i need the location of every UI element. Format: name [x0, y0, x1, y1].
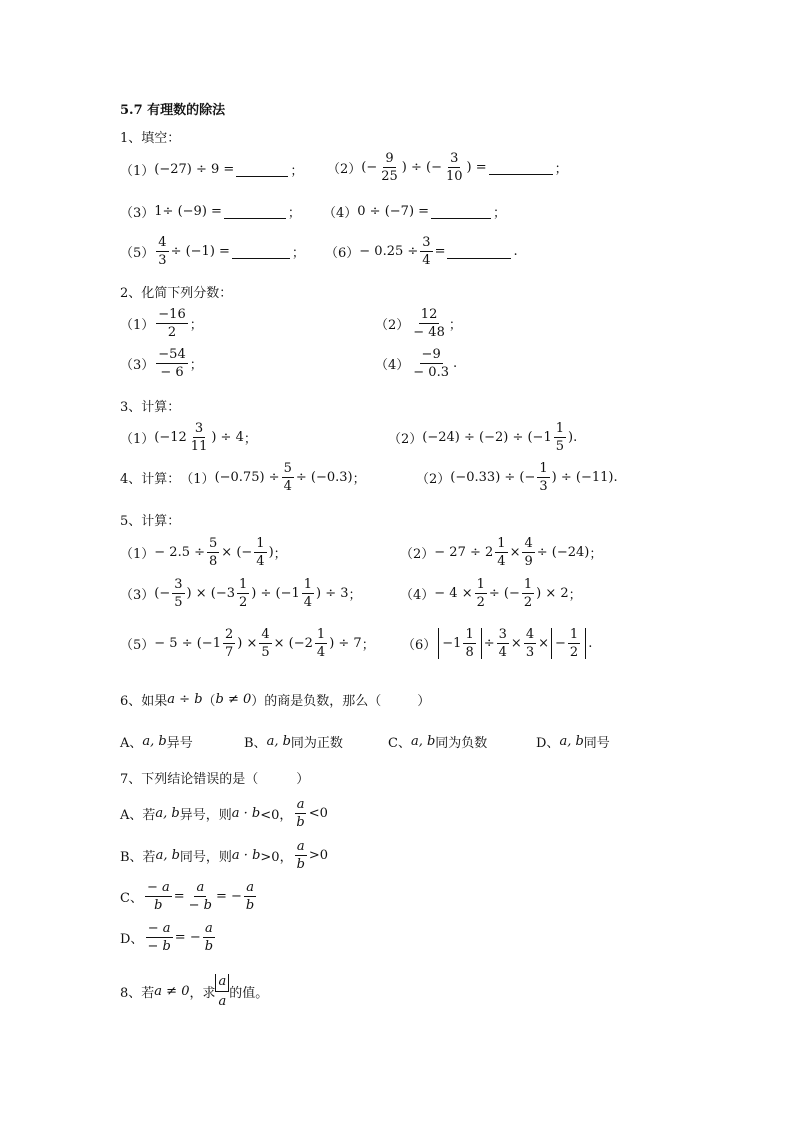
answer-blank[interactable] [489, 161, 553, 175]
answer-blank[interactable] [224, 205, 286, 219]
q5-part2: （2） − 27 ÷ 2 $\frac{1}{4}$ × $\frac{4}{9}$ ÷ (−24) ； [400, 536, 603, 569]
q6-option-b[interactable]: B、 a, b 同为正数 [244, 734, 343, 751]
q2-part4: （4） $\frac{-9}{- 0.3}$ . [375, 347, 458, 380]
answer-blank[interactable] [232, 245, 290, 259]
abs-fraction: a a [215, 974, 229, 1009]
q4-row: 4、计算： （1） (−0.75) ÷ $\frac{5}{4}$ ÷ (−0.3) ； [120, 461, 366, 494]
absolute-value: −1 $\frac{1}{8}$ [438, 628, 481, 659]
q7-option-c[interactable]: C、 $\frac{- a}{b}$ = $\frac{a}{- b}$ = − $\frac{a}{b}$ [120, 880, 255, 913]
answer-blank[interactable] [260, 771, 294, 784]
q6-question: 6、如果 a ÷ b （ b ≠ 0 ）的商是负数，那么（ ） [120, 692, 431, 709]
q1-part6: （6） − 0.25 ÷ $\frac{3}{4}$ = . [325, 235, 518, 268]
q1-part5: （5） $\frac{4}{3}$ ÷ (−1) = ； [120, 235, 305, 268]
q7-question: 7、下列结论错误的是（ ） [120, 772, 310, 787]
q3-heading: 3、计算： [120, 400, 181, 415]
q5-part6: （6） −1 $\frac{1}{8}$ ÷ $\frac{3}{4}$ × $\frac{4}{3}$ × − $\frac{1}{2}$ . [402, 627, 593, 660]
answer-blank[interactable] [236, 163, 288, 177]
q6-option-a[interactable]: A、 a, b 异号 [120, 734, 193, 751]
q6-option-c[interactable]: C、 a, b 同为负数 [388, 734, 488, 751]
q5-part5: （5） − 5 ÷ (−1 $\frac{2}{7}$ ) × $\frac{4}{5}$ × (−2 $\frac{1}{4}$ ) ÷ 7 ； [120, 627, 375, 660]
q3-part2: （2） (−24) ÷ (−2) ÷ (−1 $\frac{1}{5}$ ) . [388, 421, 578, 454]
q2-part2: （2） $\frac{12}{- 48}$ ； [375, 307, 462, 340]
q8-question: 8、若 a ≠ 0 ，求 a a 的值。 [120, 974, 269, 1009]
q5-part1: （1） − 2.5 ÷ $\frac{5}{8}$ × (− $\frac{1}{4}$ ) ； [120, 536, 287, 569]
q2-part1: （1） $\frac{-16}{2}$ ； [120, 307, 203, 340]
q3-part1: （1） (−12 $\frac{3}{11}$ ) ÷ 4 ； [120, 421, 257, 454]
q5-heading: 5、计算： [120, 514, 181, 529]
answer-blank[interactable] [383, 693, 415, 706]
q5-part4: （4） − 4 × $\frac{1}{2}$ ÷ (− $\frac{1}{2}$ ) × 2 ； [400, 577, 582, 610]
q1-part3: （3） 1÷ (−9) = ； [120, 204, 301, 221]
answer-blank[interactable] [447, 245, 511, 259]
q1-part4: （4） 0 ÷ (−7) = ； [323, 204, 507, 221]
answer-blank[interactable] [431, 205, 491, 219]
q1-heading: 1、填空： [120, 131, 181, 146]
q7-option-b[interactable]: B、若 a, b 同号，则 a · b >0， $\frac{a}{b}$ >0 [120, 839, 329, 872]
page-title: 5.7 有理数的除法 [120, 103, 226, 118]
q2-heading: 2、化简下列分数： [120, 286, 233, 301]
absolute-value: − $\frac{1}{2}$ [551, 628, 586, 659]
q1-part1: （1） (−27) ÷ 9 = ； [120, 162, 304, 179]
q7-option-d[interactable]: D、 $\frac{- a}{- b}$ = − $\frac{a}{b}$ [120, 921, 214, 954]
q7-option-a[interactable]: A、若 a, b 异号，则 a · b <0， $\frac{a}{b}$ <0 [120, 797, 328, 830]
q4-part2: （2） (−0.33) ÷ (− $\frac{1}{3}$ ) ÷ (−11) . [416, 461, 618, 494]
q2-part3: （3） $\frac{-54}{- 6}$ ； [120, 347, 203, 380]
q6-option-d[interactable]: D、 a, b 同号 [536, 734, 610, 751]
q1-part2: （2） (− $\frac{9}{25}$ ) ÷ (− $\frac{3}{10}$ ) = ； [327, 151, 568, 184]
q5-part3: （3） (− $\frac{3}{5}$ ) × (−3 $\frac{1}{2}$ ) ÷ (−1 $\frac{1}{4}$ ) ÷ 3 ； [120, 577, 362, 610]
